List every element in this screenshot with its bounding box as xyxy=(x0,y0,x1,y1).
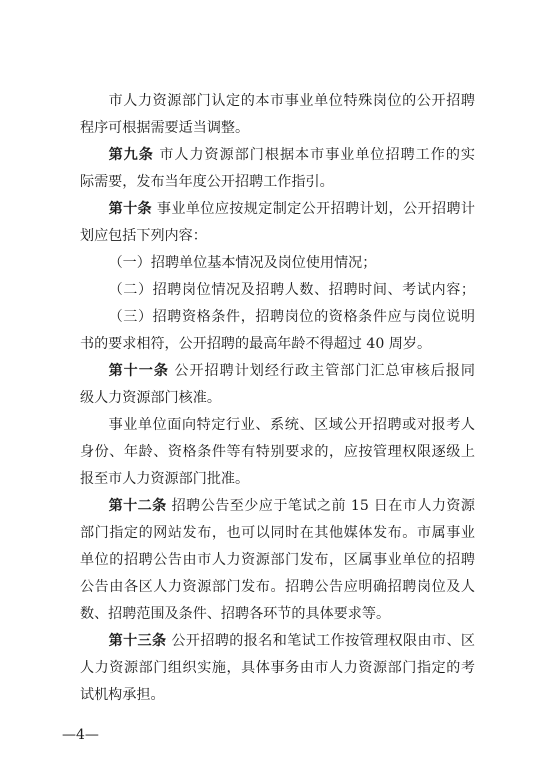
text-line: 数、招聘范围及条件、招聘各环节的具体要求等。 xyxy=(80,606,391,622)
text-line: （一）招聘单位基本情况及岗位使用情况； xyxy=(108,255,377,271)
list-item xyxy=(80,304,475,358)
text-run: 招聘公告至少应于笔试之前 15 日在市人力资源 xyxy=(171,498,476,514)
text-line: 单位的招聘公告由市人力资源部门发布，区属事业单位的招聘 xyxy=(80,552,475,568)
text-line: 际需要，发布当年度公开招聘工作指引。 xyxy=(80,174,334,190)
text-run: 公开招聘的报名和笔试工作按管理权限由市、区 xyxy=(171,633,476,649)
paragraph-article-10 xyxy=(80,196,475,250)
paragraph-article-9 xyxy=(80,142,475,196)
text-run: 公开招聘计划经行政主管部门汇总审核后报同 xyxy=(174,363,476,379)
text-run: 市人力资源部门根据本市事业单位招聘工作的实 xyxy=(159,147,476,163)
document-body xyxy=(80,88,475,709)
text-line: 报至市人力资源部门批准。 xyxy=(80,471,250,487)
text-line xyxy=(80,358,475,385)
text-line: 人力资源部门组织实施，具体事务由市人力资源部门指定的考 xyxy=(80,660,475,676)
paragraph xyxy=(80,412,475,493)
list-item xyxy=(80,250,475,277)
article-number: 第十条 xyxy=(108,201,153,217)
text-line: （三）招聘资格条件，招聘岗位的资格条件应与岗位说明 xyxy=(108,309,475,325)
paragraph xyxy=(80,88,475,142)
article-number: 第十三条 xyxy=(108,633,167,649)
article-number: 第九条 xyxy=(108,147,154,163)
text-line: （二）招聘岗位情况及招聘人数、招聘时间、考试内容； xyxy=(108,282,475,298)
paragraph-article-13 xyxy=(80,628,475,709)
text-line: 事业单位面向特定行业、系统、区域公开招聘或对报考人 xyxy=(108,417,475,433)
page-number: —4— xyxy=(62,727,99,743)
article-number: 第十一条 xyxy=(108,363,169,379)
text-line xyxy=(80,493,475,520)
text-line: 试机构承担。 xyxy=(80,687,165,703)
list-item xyxy=(80,277,475,304)
article-number: 第十二条 xyxy=(108,498,167,514)
text-line: 划应包括下列内容： xyxy=(80,228,207,244)
text-line: 市人力资源部门认定的本市事业单位特殊岗位的公开招聘 xyxy=(108,93,475,109)
text-line xyxy=(80,628,475,655)
text-line: 公告由各区人力资源部门发布。招聘公告应明确招聘岗位及人 xyxy=(80,579,475,595)
text-line: 部门指定的网站发布，也可以同时在其他媒体发布。市属事业 xyxy=(80,525,475,541)
text-line: 程序可根据需要适当调整。 xyxy=(80,120,250,136)
text-line: 身份、年龄、资格条件等有特别要求的，应按管理权限逐级上 xyxy=(80,444,475,460)
paragraph-article-12 xyxy=(80,493,475,628)
text-line xyxy=(80,142,475,169)
text-run: 事业单位应按规定制定公开招聘计划，公开招聘计 xyxy=(156,201,476,217)
text-line xyxy=(80,196,475,223)
text-line: 级人力资源部门核准。 xyxy=(80,390,221,406)
text-line: 书的要求相符，公开招聘的最高年龄不得超过 40 周岁。 xyxy=(80,336,432,352)
paragraph-article-11 xyxy=(80,358,475,412)
